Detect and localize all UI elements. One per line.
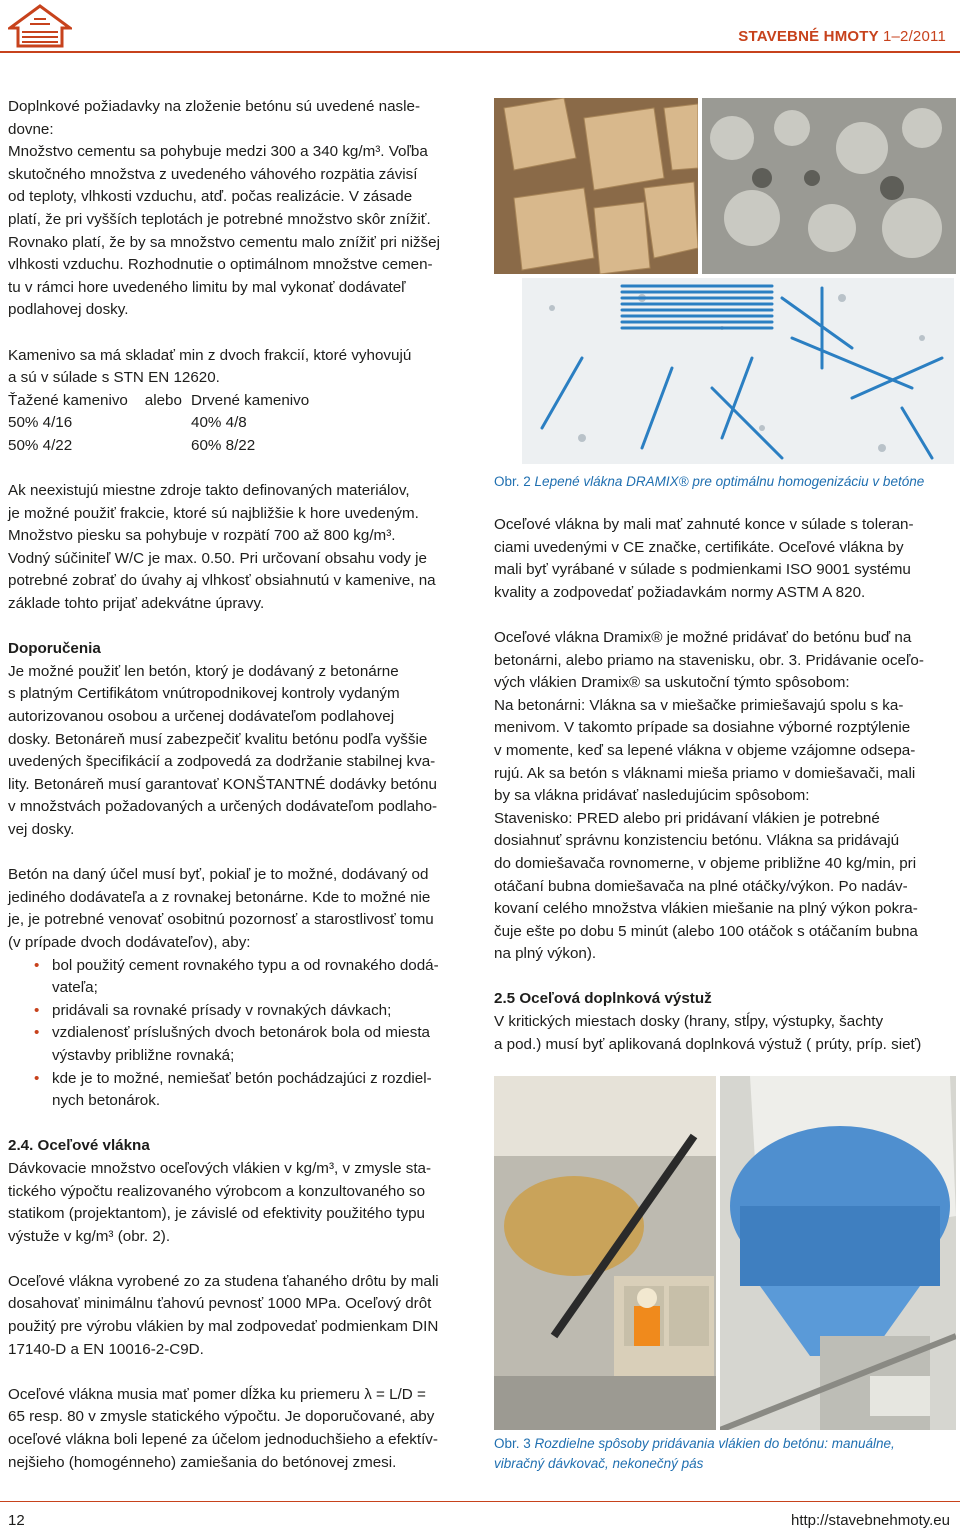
magazine-title	[738, 26, 946, 49]
figure-3-text-line: Rozdielne spôsoby pridávania vlákien do betónu: manuálne,	[534, 1436, 895, 1451]
paragraph-tensile: Oceľové vlákna vyrobené zo za studena ťahaného drôtu by mali dosahovať minimálnu ťahovú pevnosť 1000 MPa. Oceľový drôt použitý pre výrobu vlákien by mal zodpovedať podmienkam DIN 17140-D a EN 10016-2-C9D.	[8, 1272, 439, 1358]
figure-3-caption	[494, 1434, 956, 1474]
manual-adding-drawing	[494, 1076, 716, 1430]
header-rule	[0, 51, 960, 53]
heading-steel-fibers: 2.4. Oceľové vlákna	[8, 1137, 150, 1155]
list-item: • kde je to možné, nemiešať betón pochádzajúci z rozdiel- nych betonárok.	[8, 1068, 467, 1113]
paragraph-hooked-ends: Oceľové vlákna by mali mať zahnuté konce v súlade s toleran- ciami uvedenými v CE značke, certifikáte. Oceľové vlákna by mali byť vyrábané v súlade s podmienkami ISO 9001 systému kvality a zodpovedať požiadavkám normy ASTM A 820.	[494, 516, 914, 601]
aggregate-table	[8, 390, 428, 458]
aggregate-cell: 50% 4/16	[8, 414, 73, 432]
figure-2-caption	[494, 472, 956, 492]
fibers-in-concrete-drawing	[702, 98, 956, 274]
heading-recommendations: Doporučenia	[8, 640, 101, 658]
photo-fibers-in-concrete	[702, 98, 956, 274]
paragraph-aggregate: Kamenivo sa má skladať min z dvoch frakcií, ktoré vyhovujú a sú v súlade s STN EN 12620.	[8, 346, 412, 387]
fiber-dispersion-drawing	[522, 278, 954, 464]
aggregate-cell: Ťažené kamenivo alebo	[8, 391, 182, 409]
figure-2-text: Lepené vlákna DRAMIX® pre optimálnu homogenizáciu v betóne	[534, 474, 925, 489]
paragraph-adding-fibers: Oceľové vlákna Dramix® je možné pridávať do betónu buď na betonárni, alebo priamo na stavenisku, obr. 3. Pridávanie oceľo- vých vlákien Dramix® sa uskutoční týmto spôsobom: Na betonárni: Vláknа sa v miešačke primiešavajú spolu s ka- menivom. V takomto prípade sa dosiahne výborné rozptýlenie v momente, keď sa lepené vlákna v objeme vzájomne odsepa- rujú. Ak sa betón s vláknami mieša priamo v domiešavači, mali by sa vlákna pridávať nasledujúcim spôsobom: Stavenisko: PRED alebo pri pridávaní vlákien je potrebné dosiahnuť správnu konzistenciu betónu. Vlákna sa pridávajú do domiešavača rovnomerne, v objeme približne 40 kg/min, pri otáčaní bubna domiešavača na plné otáčky/výkon. Po nadáv- kovaní celého množstva vlákien miešanie na plný výkon pokra- čuje ešte po dobu 5 minút (alebo 100 otáčok s otáčaním bubna na plný výkon).	[494, 628, 924, 963]
paragraph-cement: Doplnkové požiadavky na zloženie betónu sú uvedené nasle- dovne: Množstvo cementu sa pohybuje medzi 300 a 340 kg/m³. Voľba skutočného množstva z uvedeného váhového rozpätia závisí od teploty, vlhkosti vzduchu, atď. počas realizácie. V zásade platí, že pri vyšších teplotách je potrebné množstvo skôr znížiť. Rovnako platí, že by sa množstvo cementu malo znížiť pri nižšej vlhkosti vzduchu. Rozhodnutie o optimálnom množstve cemen- tu v rámci hore uvedeného limitu by mal vykonať dodávateľ podlahovej dosky.	[8, 98, 440, 319]
magazine-name: STAVEBNÉ HMOTY	[738, 28, 879, 45]
list-item: • bol použitý cement rovnakého typu a od rovnakého dodá- vateľa;	[8, 955, 467, 1000]
paragraph-recommendations: Je možné použiť len betón, ktorý je dodávaný z betonárne s platným Certifikátom vnútropodnikovej kontroly vydaným autorizovanou osobou a určenej dodávateľom podlahovej dosky. Betonáreň musí zabezpečiť kvalitu betónu podľa vyššie uvedených špecifikácií a zodpovedá za dodržanie stabilnej kva- lity. Betonáreň musí garantovať KONŠTANTNÉ dodávky betónu v množstvách požadovaných a určených dodávateľom podlaho- vej dosky.	[8, 662, 438, 838]
aggregate-cell: 50% 4/22	[8, 436, 73, 454]
figure-2-number: Obr. 2	[494, 474, 531, 489]
glued-fibers-drawing	[494, 98, 698, 274]
aggregate-cell: Drvené kamenivo	[191, 391, 310, 409]
paragraph-sand: Ak neexistujú miestne zdroje takto definovaných materiálov, je možné použiť frakcie, ktoré sú najbližšie k hore uvedeným. Množstvo piesku sa pohybuje v rozpätí 700 až 800 kg/m³. Vodný súčiniteľ W/C je max. 0.50. Pri určovaní obsahu vody je potrebné zobrať do úvahy aj vlhkosť obsiahnutú v kamenive, na základe tohto prijať adekvátne úpravy.	[8, 482, 436, 613]
photo-glued-fibers	[494, 98, 698, 274]
page-number: 12	[8, 1512, 25, 1529]
aggregate-cell: 60% 8/22	[191, 436, 256, 454]
footer-rule	[0, 1501, 960, 1502]
aggregate-cell: 40% 4/8	[191, 414, 247, 432]
left-column	[8, 96, 467, 1474]
figure-3-text-line: vibračný dávkovač, nekonečný pás	[494, 1456, 704, 1471]
heading-additional-reinforcement: 2.5 Oceľová doplnková výstuž	[494, 990, 712, 1008]
paragraph-supplier: Betón na daný účel musí byť, pokiaľ je to možné, dodávaný od jediného dodávateľa a z rovnakej betonárne. Kde to možné nie je, je potrebné venovať osobitnú pozornosť a starostlivosť tomu (v prípade dvoch dodávateľov), aby:	[8, 866, 434, 951]
photo-vibrating-dispenser	[720, 1076, 956, 1430]
supplier-bullet-list	[8, 955, 467, 1113]
diagram-fiber-dispersion	[522, 278, 954, 464]
photo-manual-adding	[494, 1076, 716, 1430]
right-column	[494, 472, 956, 1056]
paragraph-additional-reinforcement: V kritických miestach dosky (hrany, stĺpy, výstupky, šachty a pod.) musí byť aplikovaná doplnková výstuž ( prúty, príp. sieť)	[494, 1013, 922, 1053]
list-item: • vzdialenosť príslušných dvoch betonárok bola od miesta výstavby približne rovnaká;	[8, 1022, 467, 1067]
paragraph-dosage: Dávkovacie množstvo oceľových vlákien v kg/m³, v zmysle sta- tického výpočtu realizovaného výrobcom a konzultovaného so statikom (projektantom), je závislé od efektivity použitého typu výstuže v kg/m³ (obr. 2).	[8, 1159, 432, 1245]
footer-url[interactable]: http://stavebnehmoty.eu	[791, 1512, 950, 1529]
paragraph-ratio: Oceľové vlákna musia mať pomer dĺžka ku priemeru λ = L/D = 65 resp. 80 v zmysle statického výpočtu. Je doporučované, aby oceľové vlákna boli lepené za účelom jednoduchšieho a efektív- nejšieho (homogénneho) zamiešania do betónovej zmesi.	[8, 1385, 438, 1471]
figure-3-number: Obr. 3	[494, 1436, 531, 1451]
magazine-issue: 1–2/2011	[882, 28, 946, 45]
vibrating-dispenser-drawing	[720, 1076, 956, 1430]
brick-house-logo-icon	[8, 4, 72, 48]
list-item: • pridávali sa rovnaké prísady v rovnakých dávkach;	[8, 1000, 467, 1023]
